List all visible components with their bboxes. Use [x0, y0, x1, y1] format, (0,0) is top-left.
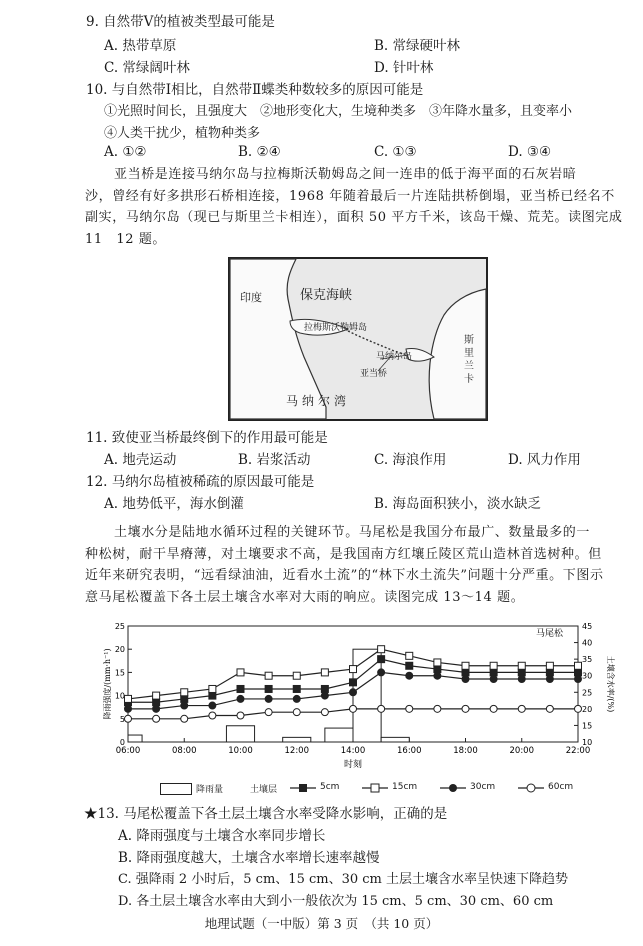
soil-moisture-chart — [103, 620, 618, 770]
point-60cm — [209, 712, 216, 719]
legend-5cm-label: 5cm — [320, 782, 340, 792]
chart-legend — [160, 781, 630, 797]
legend-30cm-marker — [449, 784, 457, 792]
point-30cm — [518, 676, 525, 683]
left-axis-label: 降雨强度/(mm·h⁻¹) — [103, 648, 112, 720]
q13-option-d: D. 各土层土壤含水率由大到小一般依次为 15 cm、5 cm、30 cm、60 cm — [118, 894, 554, 909]
point-30cm — [153, 705, 160, 712]
point-60cm — [321, 709, 328, 716]
right-tick-label: 45 — [582, 622, 593, 631]
point-15cm — [490, 662, 497, 669]
point-30cm — [209, 702, 216, 709]
q11-stem: 11. 致使亚当桥最终倒下的作用最可能是 — [86, 430, 328, 446]
point-15cm — [378, 646, 385, 653]
q10-option-d: D. ③④ — [508, 144, 552, 160]
q10-statements-2: ④人类干扰少，植物种类多 — [104, 126, 261, 141]
point-15cm — [462, 662, 469, 669]
q10-option-c: C. ①③ — [374, 144, 417, 160]
legend-rain-label: 降雨量 — [196, 785, 224, 795]
x-tick-label: 14:00 — [340, 746, 366, 756]
point-60cm — [153, 715, 160, 722]
legend-30cm-label: 30cm — [470, 782, 496, 792]
point-5cm — [378, 656, 385, 663]
passage1-line: 副实，马纳尔岛（现已与斯里兰卡相连），面积 50 平方千米，该岛干燥、荒芜。读图完成 — [85, 210, 623, 225]
point-30cm — [406, 672, 413, 679]
map-figure — [230, 259, 486, 419]
label-rameswaram: 拉梅斯沃勒姆岛 — [304, 323, 368, 333]
point-30cm — [434, 672, 441, 679]
point-60cm — [406, 705, 413, 712]
label-mannar-island: 马纳尔岛 — [376, 352, 413, 362]
label-india: 印度 — [240, 291, 262, 304]
passage2-line: 土壤水分是陆地水循环过程的关键环节。马尾松是我国分布最广、数量最多的一 — [114, 525, 591, 540]
point-30cm — [181, 702, 188, 709]
q13-option-c: C. 强降雨 2 小时后，5 cm、15 cm、30 cm 土层土壤含水率呈快速下降趋势 — [118, 872, 568, 887]
point-60cm — [546, 705, 553, 712]
point-30cm — [125, 705, 132, 712]
q9-stem: 9. 自然带Ⅴ的植被类型最可能是 — [86, 14, 275, 30]
point-15cm — [350, 666, 357, 673]
point-30cm — [546, 676, 553, 683]
point-5cm — [546, 669, 553, 676]
point-60cm — [518, 705, 525, 712]
point-60cm — [125, 715, 132, 722]
q10-option-a: A. ①② — [104, 144, 147, 160]
q13-stem: ★13. 马尾松覆盖下各土层土壤含水率受降水影响，正确的是 — [84, 806, 448, 822]
point-15cm — [546, 662, 553, 669]
page-footer: 地理试题（一中版）第 3 页 （共 10 页） — [204, 916, 439, 931]
x-tick-label: 20:00 — [509, 746, 534, 756]
point-5cm — [434, 666, 441, 673]
q11-option-c: C. 海浪作用 — [374, 452, 447, 468]
passage1-line: 沙，曾经有好多拱形石桥相连接，1968 年随着最后一片连陆拱桥倒塌，亚当桥已经名不 — [85, 188, 615, 204]
q9-option-d: D. 针叶林 — [374, 60, 434, 76]
left-tick-label: 10 — [114, 691, 125, 701]
legend-15cm-label: 15cm — [392, 782, 418, 792]
legend-60cm-marker — [527, 784, 535, 792]
point-5cm — [406, 662, 413, 669]
point-15cm — [237, 669, 244, 676]
point-60cm — [265, 709, 272, 716]
point-60cm — [350, 705, 357, 712]
point-5cm — [350, 679, 357, 686]
legend-rain-swatch — [160, 783, 192, 795]
q12-stem: 12. 马纳尔岛植被稀疏的原因最可能是 — [86, 474, 315, 490]
right-tick-label: 30 — [582, 671, 593, 681]
point-30cm — [293, 695, 300, 702]
q10-statements-1: ①光照时间长，且强度大 ②地形变化大，生境种类多 ③年降水量多，且变率小 — [104, 104, 573, 119]
label-gulf-of-mannar: 马纳尔湾 — [286, 394, 351, 408]
point-5cm — [209, 692, 216, 699]
legend-15cm-marker — [371, 784, 379, 792]
rain-bar — [325, 728, 353, 742]
q9-option-b: B. 常绿硬叶林 — [374, 38, 461, 54]
point-15cm — [518, 662, 525, 669]
point-5cm — [153, 699, 160, 706]
point-60cm — [293, 709, 300, 716]
passage2-line: 种松树，耐干旱瘠薄，对土壤要求不高，是我国南方红壤丘陵区荒山造林首选树种。但 — [85, 546, 602, 562]
point-5cm — [462, 669, 469, 676]
passage-masson-pine — [85, 522, 628, 608]
adams-bridge-map — [228, 257, 488, 421]
point-60cm — [237, 712, 244, 719]
point-15cm — [406, 652, 413, 659]
point-5cm — [321, 685, 328, 692]
x-tick-label: 12:00 — [284, 746, 309, 756]
q12-option-a: A. 地势低平，海水倒灌 — [104, 496, 244, 512]
point-60cm — [434, 705, 441, 712]
x-tick-label: 10:00 — [228, 746, 253, 756]
right-tick-label: 15 — [582, 721, 593, 731]
q9-option-a: A. 热带草原 — [104, 38, 177, 54]
legend-60cm-label: 60cm — [548, 782, 574, 792]
point-30cm — [237, 695, 244, 702]
legend-soil-label: 土壤层 — [250, 785, 278, 795]
passage-adams-bridge — [85, 164, 628, 250]
rain-bar — [381, 737, 409, 742]
passage2-line: 近年来研究表明，“远看绿油油，近看水土流”的“林下水土流失”问题十分严重。下图示 — [85, 568, 604, 583]
x-tick-label: 22:00 — [565, 746, 591, 756]
point-30cm — [462, 676, 469, 683]
rain-bar — [128, 735, 142, 742]
point-60cm — [575, 705, 582, 712]
chart-svg — [103, 620, 618, 770]
point-30cm — [378, 669, 385, 676]
q13-option-b: B. 降雨强度越大，土壤含水率增长速率越慢 — [118, 850, 380, 866]
x-axis-label: 时刻 — [343, 760, 363, 770]
point-30cm — [575, 676, 582, 683]
point-15cm — [321, 669, 328, 676]
point-15cm — [293, 672, 300, 679]
left-tick-label: 0 — [119, 738, 125, 747]
label-srilanka: 斯里兰卡 — [464, 335, 474, 385]
q10-option-b: B. ②④ — [238, 144, 281, 160]
label-adams-bridge: 亚当桥 — [360, 369, 388, 379]
q11-option-d: D. 风力作用 — [508, 452, 581, 468]
point-30cm — [265, 695, 272, 702]
passage2-line: 意马尾松覆盖下各土层土壤含水率对大雨的响应。读图完成 13～14 题。 — [85, 589, 525, 605]
point-15cm — [434, 659, 441, 666]
left-tick-label: 5 — [119, 714, 125, 724]
legend-5cm-marker — [299, 784, 307, 792]
point-60cm — [490, 705, 497, 712]
left-tick-label: 20 — [114, 645, 125, 655]
point-5cm — [575, 669, 582, 676]
point-15cm — [181, 689, 188, 696]
rain-bar — [226, 726, 254, 742]
label-palk-strait: 保克海峡 — [300, 288, 353, 303]
left-tick-label: 15 — [114, 668, 125, 678]
point-5cm — [181, 695, 188, 702]
q11-option-a: A. 地壳运动 — [104, 452, 177, 468]
point-30cm — [321, 692, 328, 699]
passage1-line: 11 12 题。 — [85, 231, 167, 247]
point-5cm — [490, 669, 497, 676]
q11-option-b: B. 岩浆活动 — [238, 452, 311, 468]
x-tick-label: 16:00 — [397, 746, 422, 756]
point-15cm — [153, 692, 160, 699]
right-tick-label: 20 — [582, 704, 593, 714]
x-tick-label: 18:00 — [453, 746, 478, 756]
q12-option-b: B. 海岛面积狭小，淡水缺乏 — [374, 496, 542, 512]
point-15cm — [125, 695, 132, 702]
point-15cm — [265, 672, 272, 679]
point-15cm — [575, 662, 582, 669]
passage1-line: 亚当桥是连接马纳尔岛与拉梅斯沃勒姆岛之间一连串的低于海平面的石灰岩暗 — [114, 167, 577, 182]
rain-bar — [283, 737, 311, 742]
point-60cm — [378, 705, 385, 712]
point-5cm — [237, 685, 244, 692]
point-15cm — [209, 685, 216, 692]
point-30cm — [350, 689, 357, 696]
right-tick-label: 40 — [582, 638, 593, 648]
right-axis-label: 土壤含水率/(%) — [606, 655, 615, 713]
point-5cm — [265, 685, 272, 692]
point-5cm — [293, 685, 300, 692]
point-30cm — [490, 676, 497, 683]
point-60cm — [181, 715, 188, 722]
point-60cm — [462, 705, 469, 712]
left-tick-label: 25 — [114, 622, 125, 631]
x-tick-label: 06:00 — [115, 746, 141, 756]
right-tick-label: 25 — [582, 688, 593, 698]
q10-stem: 10. 与自然带Ⅰ相比，自然带Ⅱ蝶类种数较多的原因可能是 — [86, 82, 424, 98]
point-5cm — [518, 669, 525, 676]
q9-option-c: C. 常绿阔叶林 — [104, 60, 190, 76]
chart-tag-label: 马尾松 — [536, 629, 564, 639]
q13-option-a: A. 降雨强度与土壤含水率同步增长 — [118, 828, 326, 844]
legend-markers — [290, 781, 630, 795]
right-tick-label: 35 — [582, 655, 593, 665]
x-tick-label: 08:00 — [172, 746, 197, 756]
right-tick-label: 10 — [582, 738, 593, 747]
